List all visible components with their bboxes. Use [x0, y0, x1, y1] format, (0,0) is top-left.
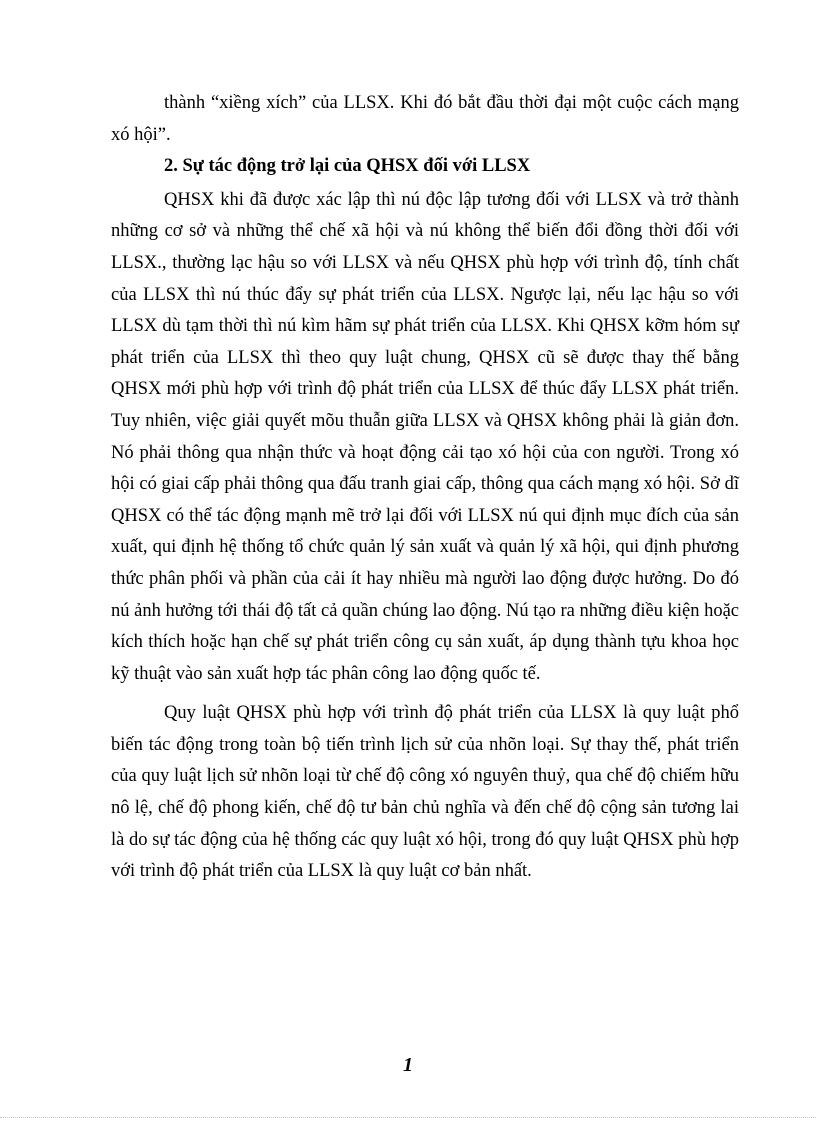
paragraph-body: QHSX khi đã được xác lập thì nú độc lập tương đối với LLSX và trở thành những cơ sở và những thể chế xã hội và nú không thể biến đổi đồng thời đối với LLSX., thường lạc hậu so với LLSX và nếu QHSX phù hợp với trình độ, tính chất của LLSX thì nú thúc đẩy sự phát triển của LLSX. Ngược lại, nếu lạc hậu so với LLSX dù tạm thời thì nú kìm hãm sự phát triển của LLSX. Khi QHSX kỡm hóm sự phát triển của LLSX thì theo quy luật chung, QHSX cũ sẽ được thay thế bằng QHSX mới phù hợp với trình độ phát triển của LLSX để thúc đẩy LLSX phát triển. Tuy nhiên, việc giải quyết mõu thuẫn giữa LLSX và QHSX không phải là giản đơn. Nó phải thông qua nhận thức và hoạt động cải tạo xó hội của con người. Trong xó hội có giai cấp phải thông qua đấu tranh giai cấp, thông qua cách mạng xó hội. Sở dĩ QHSX có thể tác động mạnh mẽ trở lại đối với LLSX nú qui định mục đích của sản xuất, qui định hệ thống tổ chức quản lý sản xuất và quản lý xã hội, qui định phương thức phân phối và phần của cải ít hay nhiều mà người lao động được hưởng. Do đó nú ảnh hưởng tới thái độ tất cả quần chúng lao động. Nú tạo ra những điều kiện hoặc kích thích hoặc hạn chế sự phát triển công cụ sản xuất, áp dụng thành tựu khoa học kỹ thuật vào sản xuất hợp tác phân công lao động quốc tế.: [111, 189, 739, 684]
paragraph-body: Quy luật QHSX phù hợp với trình độ phát triển của LLSX là quy luật phổ biến tác động trong toàn bộ tiến trình lịch sử của nhõn loại. Sự thay thế, phát triển của quy luật lịch sử nhõn loại từ chế độ công xó nguyên thuỷ, qua chế độ chiếm hữu nô lệ, chế độ phong kiến, chế độ tư bản chủ nghĩa và đến chế độ cộng sản tương lai là do sự tác động của hệ thống các quy luật xó hội, trong đó quy luật QHSX phù hợp với trình độ phát triển của LLSX là quy luật cơ bản nhất.: [111, 703, 739, 882]
section-heading: 2. Sự tác động trở lại của QHSX đối với LLSX: [164, 156, 531, 177]
paragraph-continuation: thành “xiềng xích” của LLSX. Khi đó bắt đầu thời đại một cuộc cách mạng xó hội”.: [111, 93, 739, 145]
footer-divider: [0, 1117, 816, 1118]
document-page: [111, 88, 739, 888]
page-number: 1: [403, 1054, 413, 1076]
